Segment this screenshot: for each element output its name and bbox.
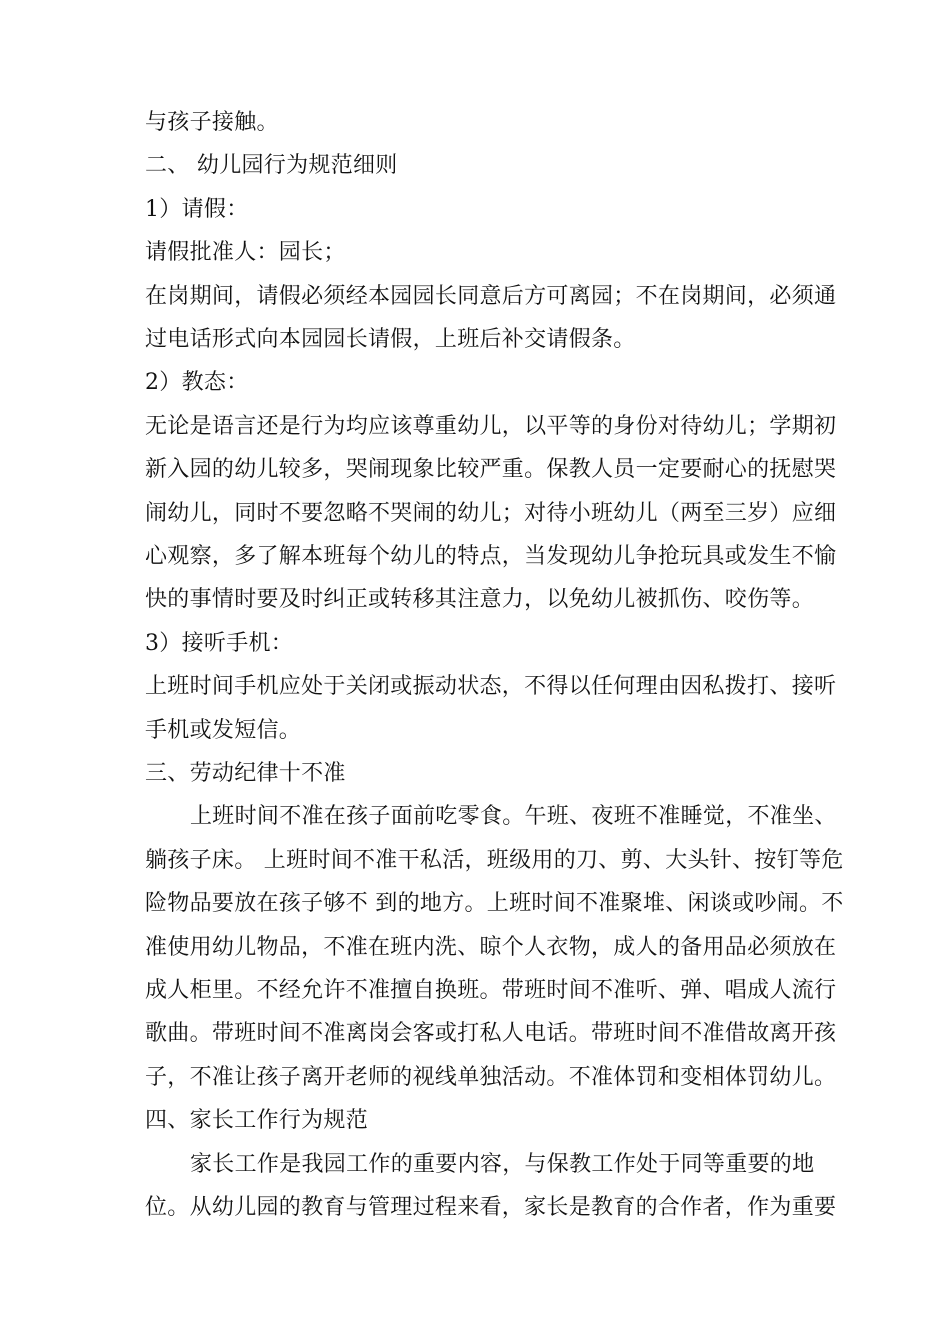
text-line: 家长工作是我园工作的重要内容，与保教工作处于同等重要的地: [190, 1152, 815, 1177]
text-line: 位。从幼儿园的教育与管理过程来看，家长是教育的合作者，作为重要: [145, 1195, 837, 1220]
text-line: 新入园的幼儿较多，哭闹现象比较严重。保教人员一定要耐心的抚慰哭: [145, 457, 837, 482]
text-line: 无论是语言还是行为均应该尊重幼儿，以平等的身份对待幼儿；学期初: [145, 414, 837, 439]
text-line: 闹幼儿，同时不要忽略不哭闹的幼儿；对待小班幼儿（两至三岁）应细: [145, 501, 837, 526]
subsection-heading: 3）接听手机：: [145, 631, 294, 656]
subsection-heading: 2）教态：: [145, 370, 249, 395]
text-line: 子，不准让孩子离开老师的视线单独活动。不准体罚和变相体罚幼儿。: [145, 1065, 837, 1090]
section-heading: 三、劳动纪律十不准: [145, 761, 346, 786]
text-line: 歌曲。带班时间不准离岗会客或打私人电话。带班时间不准借故离开孩: [145, 1021, 837, 1046]
section-heading: 二、 幼儿园行为规范细则: [145, 153, 398, 178]
text-line: 准使用幼儿物品，不准在班内洗、晾个人衣物，成人的备用品必须放在: [145, 935, 837, 960]
text-line: 请假批准人：园长；: [145, 240, 346, 265]
text-line: 上班时间手机应处于关闭或振动状态，不得以任何理由因私拨打、接听: [145, 674, 837, 699]
text-line: 快的事情时要及时纠正或转移其注意力，以免幼儿被抓伤、咬伤等。: [145, 587, 815, 612]
text-line: 与孩子接触。: [145, 110, 279, 135]
text-line: 心观察，多了解本班每个幼儿的特点，当发现幼儿争抢玩具或发生不愉: [145, 544, 837, 569]
text-line: 手机或发短信。: [145, 718, 302, 743]
text-line: 过电话形式向本园园长请假，上班后补交请假条。: [145, 327, 636, 352]
text-line: 险物品要放在孩子够不 到的地方。上班时间不准聚堆、闲谈或吵闹。不: [145, 891, 844, 916]
subsection-heading: 1）请假：: [145, 197, 249, 222]
text-line: 上班时间不准在孩子面前吃零食。午班、夜班不准睡觉，不准坐、: [190, 804, 837, 829]
text-line: 躺孩子床。 上班时间不准干私活，班级用的刀、剪、大头针、按钉等危: [145, 848, 844, 873]
section-heading: 四、家长工作行为规范: [145, 1108, 369, 1133]
text-line: 在岗期间，请假必须经本园园长同意后方可离园；不在岗期间，必须通: [145, 284, 837, 309]
text-line: 成人柜里。不经允许不准擅自换班。带班时间不准听、弹、唱成人流行: [145, 978, 837, 1003]
